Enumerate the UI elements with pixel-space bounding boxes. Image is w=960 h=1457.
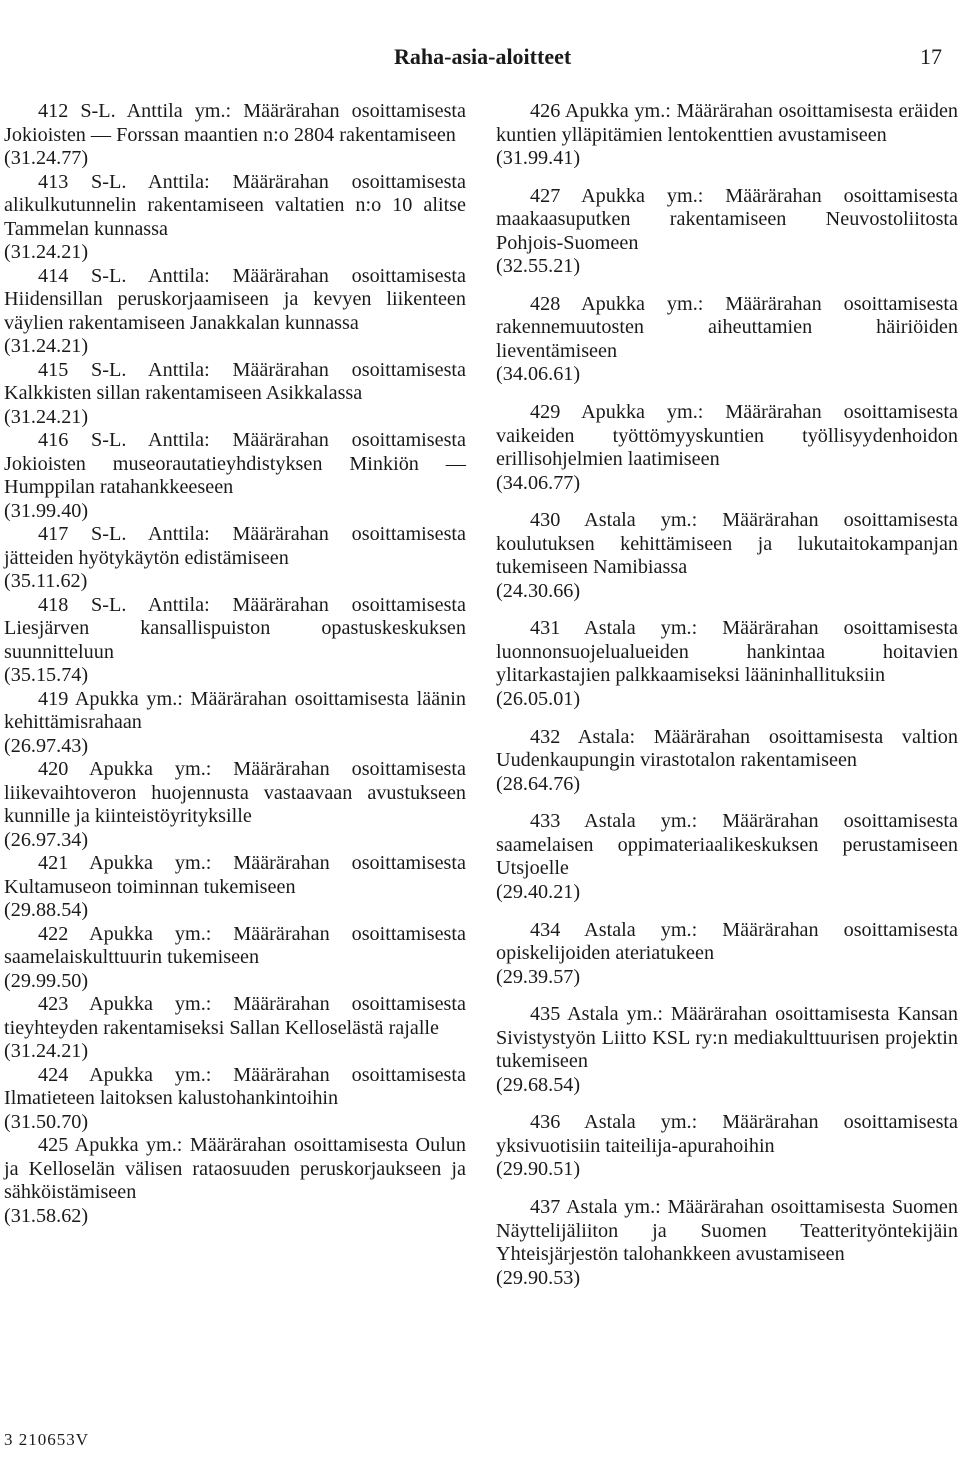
motion-entry: [496, 509, 958, 603]
motion-entry: [4, 923, 466, 994]
budget-item-code: (29.39.57): [496, 965, 581, 988]
motion-title: 420 Apukka ym.: Määrärahan osoittamisesta liikevaihtoveron huojennusta vastaavaan avustukseen kunnille ja kiinteistöyrityksille: [4, 758, 466, 827]
motion-entry: [4, 523, 466, 594]
budget-item-code: (31.24.21): [4, 241, 89, 263]
budget-item-code: (24.30.66): [496, 579, 581, 602]
budget-item-code: (31.24.21): [4, 335, 89, 357]
motion-entry: [496, 726, 958, 797]
motion-entry: [496, 100, 958, 171]
budget-item-code: (35.11.62): [4, 570, 88, 592]
motion-title: 419 Apukka ym.: Määrärahan osoittamisesta läänin kehittämisrahaan: [4, 687, 466, 733]
motion-entry: [4, 1064, 466, 1135]
motion-title: 431 Astala ym.: Määrärahan osoittamisesta luonnonsuojelualueiden hankintaa hoitavien ylitarkastajien palkkaamiseksi lääninhallituksiin: [496, 617, 958, 687]
left-column: [4, 100, 466, 1228]
budget-item-code: (28.64.76): [496, 772, 581, 795]
motion-entry: [4, 429, 466, 523]
motion-title: 430 Astala ym.: Määrärahan osoittamisesta koulutuksen kehittämiseen ja lukutaitokampanjan tukemiseen Namibiassa: [496, 509, 958, 579]
budget-item-code: (31.50.70): [4, 1110, 89, 1133]
motion-entry: [4, 265, 466, 359]
motion-entry: [4, 171, 466, 265]
budget-item-code: (26.97.34): [4, 828, 89, 851]
budget-item-code: (32.55.21): [496, 255, 581, 278]
motion-title: 429 Apukka ym.: Määrärahan osoittamisesta vaikeiden työttömyyskuntien työllisyydenhoidon erillisohjelmien laatimiseen: [496, 401, 958, 471]
motion-title: 417 S-L. Anttila: Määrärahan osoittamisesta jätteiden hyötykäytön edistämiseen: [4, 523, 466, 569]
motion-title: 433 Astala ym.: Määrärahan osoittamisesta saamelaisen oppimateriaalikeskuksen perustamiseen Utsjoelle: [496, 810, 958, 880]
motion-entry: [496, 293, 958, 387]
motion-title: 426 Apukka ym.: Määrärahan osoittamisesta eräiden kuntien ylläpitämien lentokenttien avustamiseen: [496, 100, 958, 146]
motion-entry: [4, 594, 466, 688]
budget-item-code: (31.58.62): [4, 1204, 89, 1227]
page-header: [0, 44, 960, 74]
motion-entry: [496, 401, 958, 495]
motion-entry: [496, 810, 958, 904]
motion-entry: [4, 993, 466, 1064]
budget-item-code: (29.99.50): [4, 969, 89, 992]
motion-title: 428 Apukka ym.: Määrärahan osoittamisesta rakennemuutosten aiheuttamien häiriöiden lieventämiseen: [496, 292, 958, 362]
section-title: Raha-asia-aloitteet: [394, 44, 572, 69]
motion-entry: [4, 758, 466, 852]
motion-title: 416 S-L. Anttila: Määrärahan osoittamisesta Jokioisten museorautatieyhdistyksen Minkiön — Humppilan ratahankkeeseen: [4, 429, 466, 498]
budget-item-code: (29.90.53): [496, 1266, 581, 1289]
motion-title: 423 Apukka ym.: Määrärahan osoittamisesta tieyhteyden rakentamiseksi Sallan Kelloselästä rajalle: [4, 993, 466, 1039]
motion-entry: [4, 1134, 466, 1228]
budget-item-code: (31.99.40): [4, 499, 89, 522]
motion-title: 437 Astala ym.: Määrärahan osoittamisesta Suomen Näyttelijäliiton ja Suomen Teatterityöntekijäin Yhteisjärjestön talohankkeen avustamiseen: [496, 1196, 958, 1266]
motion-title: 414 S-L. Anttila: Määrärahan osoittamisesta Hiidensillan peruskorjaamiseen ja kevyen liikenteen väylien rakentamiseen Janakkalan kunnassa: [4, 264, 466, 334]
budget-item-code: (31.24.77): [4, 147, 89, 169]
motion-title: 421 Apukka ym.: Määrärahan osoittamisesta Kultamuseon toiminnan tukemiseen: [4, 852, 466, 898]
motion-entry: [496, 1003, 958, 1097]
motion-entry: [496, 1196, 958, 1290]
motion-title: 413 S-L. Anttila: Määrärahan osoittamisesta alikulkutunnelin rakentamiseen valtatien n:o 10 alitse Tammelan kunnassa: [4, 170, 466, 240]
motion-entry: [4, 100, 466, 171]
budget-item-code: (29.90.51): [496, 1158, 581, 1181]
budget-item-code: (34.06.61): [496, 363, 581, 386]
motion-title: 422 Apukka ym.: Määrärahan osoittamisesta saamelaiskulttuurin tukemiseen: [4, 922, 466, 968]
budget-item-code: (31.99.41): [496, 147, 581, 169]
motion-entry: [496, 919, 958, 990]
budget-item-code: (35.15.74): [4, 664, 89, 686]
footer-print-code: 3 210653V: [4, 1430, 90, 1449]
budget-item-code: (29.40.21): [496, 880, 581, 903]
budget-item-code: (29.68.54): [496, 1073, 581, 1096]
motion-title: 425 Apukka ym.: Määrärahan osoittamisesta Oulun ja Kelloselän välisen rataosuuden peruskorjaukseen ja sähköistämiseen: [4, 1134, 466, 1203]
motion-title: 427 Apukka ym.: Määrärahan osoittamisesta maakaasuputken rakentamiseen Neuvostoliitosta Pohjois-Suomeen: [496, 184, 958, 254]
budget-item-code: (29.88.54): [4, 899, 89, 921]
budget-item-code: (26.97.43): [4, 734, 89, 757]
motion-entry: [4, 359, 466, 430]
budget-item-code: (31.24.21): [4, 405, 89, 428]
motion-entry: [496, 1111, 958, 1182]
motion-title: 434 Astala ym.: Määrärahan osoittamisesta opiskelijoiden ateriatukeen: [496, 918, 958, 964]
budget-item-code: (31.24.21): [4, 1040, 89, 1062]
motion-title: 418 S-L. Anttila: Määrärahan osoittamisesta Liesjärven kansallispuiston opastuskeskuksen suunnitteluun: [4, 593, 466, 663]
motion-title: 435 Astala ym.: Määrärahan osoittamisesta Kansan Sivistystyön Liitto KSL ry:n mediakulttuurisen projektin tukemiseen: [496, 1003, 958, 1073]
motion-entry: [496, 185, 958, 279]
budget-item-code: (34.06.77): [496, 471, 581, 494]
motion-entry: [496, 617, 958, 711]
motion-title: 412 S-L. Anttila ym.: Määrärahan osoittamisesta Jokioisten — Forssan maantien n:o 2804 rakentamiseen: [4, 100, 466, 146]
motion-entry: [4, 688, 466, 759]
motion-title: 415 S-L. Anttila: Määrärahan osoittamisesta Kalkkisten sillan rakentamiseen Asikkalassa: [4, 358, 466, 404]
budget-item-code: (26.05.01): [496, 687, 581, 710]
motion-entry: [4, 852, 466, 923]
page-number: 17: [920, 44, 942, 69]
motion-title: 432 Astala: Määrärahan osoittamisesta valtion Uudenkaupungin virastotalon rakentamiseen: [496, 725, 958, 772]
right-column: [496, 100, 958, 1304]
motion-title: 436 Astala ym.: Määrärahan osoittamisesta yksivuotisiin taiteilija-apurahoihin: [496, 1111, 958, 1157]
motion-title: 424 Apukka ym.: Määrärahan osoittamisesta Ilmatieteen laitoksen kalustohankintoihin: [4, 1063, 466, 1109]
